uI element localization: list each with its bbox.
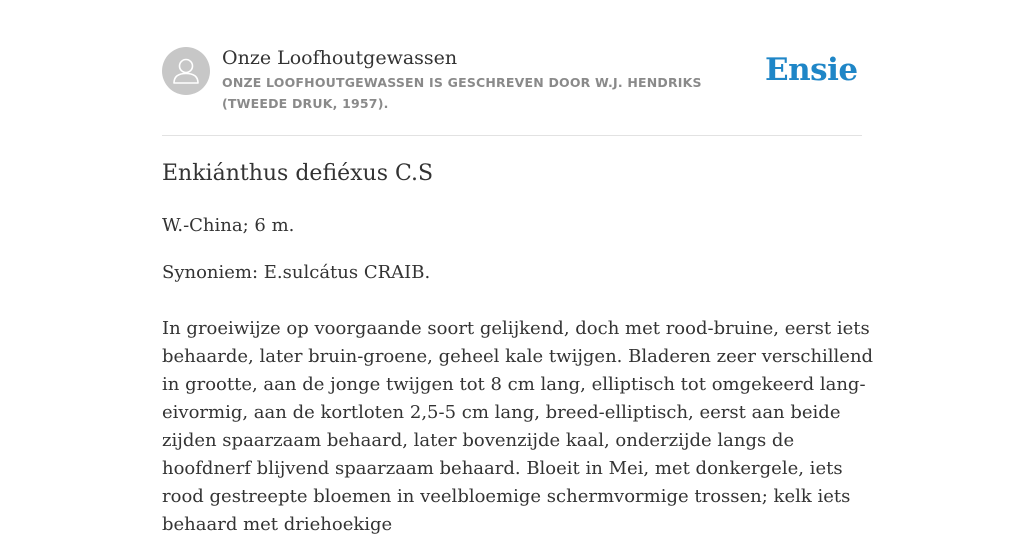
avatar-silhouette — [162, 47, 210, 95]
header-divider — [162, 135, 862, 136]
user-placeholder-icon[interactable] — [162, 47, 210, 95]
entry-origin: W.-China; 6 m. — [162, 215, 295, 236]
source-title[interactable]: Onze Loofhoutgewassen — [222, 47, 458, 69]
source-subtitle: ONZE LOOFHOUTGEWASSEN IS GESCHREVEN DOOR W.J. HENDRIKS (TWEEDE DRUK, 1957). — [222, 75, 702, 111]
entry-body: In groeiwijze op voorgaande soort gelijkend, doch met rood-bruine, eerst iets behaarde, later bruin-groene, geheel kale twijgen. Bladeren zeer verschillend in grootte, aan de jonge twijgen tot 8 cm lang, elliptisch tot omgekeerd lang-eivormig, aan de kortloten 2,5-5 cm lang, breed-elliptisch, eerst aan beide zijden spaarzaam behaard, later bovenzijde kaal, onderzijde langs de hoofdnerf blijvend spaarzaam behaard. Bloeit in Mei, met donkergele, iets rood gestreepte bloemen in veelbloemige schermvormige trossen; kelk iets behaard met driehoekige — [162, 318, 874, 535]
brand-logo[interactable]: Ensie — [765, 52, 858, 88]
entry-title: Enkiánthus defiéxus C.S — [162, 161, 434, 186]
source-header — [162, 46, 862, 118]
entry-synonym: Synoniem: E.sulcátus CRAIB. — [162, 262, 431, 283]
